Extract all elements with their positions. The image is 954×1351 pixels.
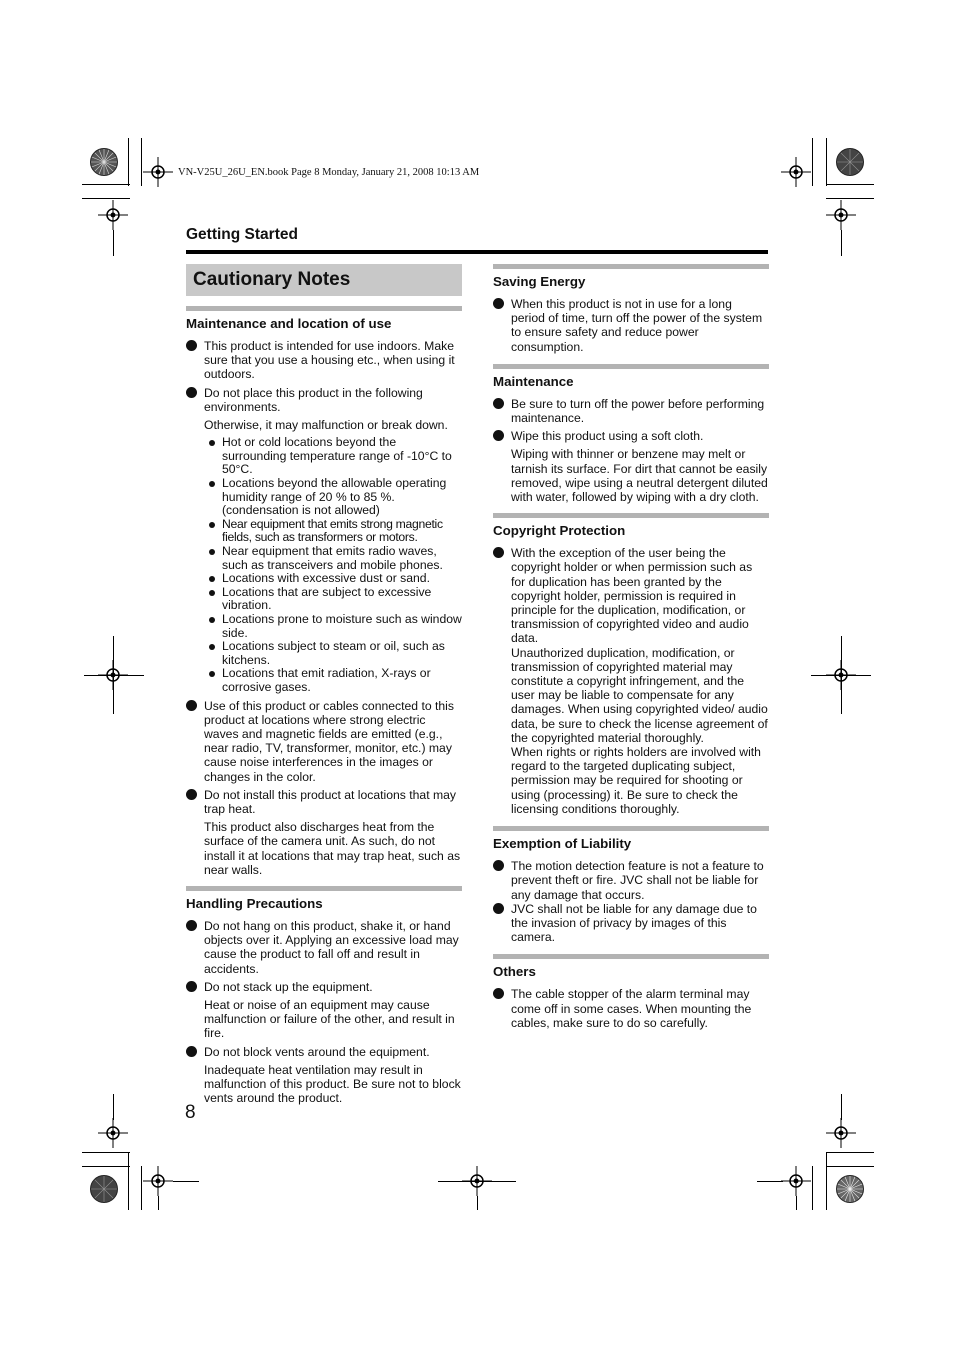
heading-copyright-protection: Copyright Protection [493, 523, 626, 539]
bullet-icon [186, 789, 197, 800]
list-item: Be sure to turn off the power before performing maintenance. [493, 397, 769, 425]
left-column [186, 264, 462, 1109]
registration-mark-icon [826, 200, 856, 230]
bullet-icon [493, 430, 504, 441]
registration-mark-icon [781, 1166, 811, 1196]
note-text: Inadequate heat ventilation may result in malfunction of this product. Be sure not to block vents around the product. [204, 1062, 461, 1106]
right-column [493, 264, 769, 1034]
heading-exemption-liability: Exemption of Liability [493, 836, 632, 852]
sub-list-item: Locations with excessive dust or sand. [186, 572, 462, 586]
list-item: The cable stopper of the alarm terminal may come off in some cases. When mounting the cables, make sure to do so carefully. [493, 987, 769, 1030]
bullet-icon [493, 860, 504, 871]
starburst-mark-icon [835, 1174, 865, 1204]
bullet-icon [493, 398, 504, 409]
heading-others: Others [493, 964, 536, 980]
section-divider [186, 306, 462, 311]
page-title: Cautionary Notes [186, 264, 462, 296]
page-number: 8 [185, 1102, 196, 1123]
heading-saving-energy: Saving Energy [493, 274, 586, 289]
list-item: Do not install this product at locations that may trap heat. [186, 788, 462, 816]
sub-list-item: Locations prone to moisture such as window side. [186, 613, 462, 640]
sub-bullet-icon [209, 617, 215, 623]
starburst-mark-icon [835, 147, 865, 177]
section-divider [493, 264, 769, 269]
list-item: When this product is not in use for a long period of time, turn off the power of the system to ensure safety and reduce power consumption. [493, 297, 769, 354]
bullet-icon [186, 387, 197, 398]
list-item: With the exception of the user being the copyright holder or when permission such as for duplication has been granted by the copyright holder, permission is required in principle for the duplication, modification, or transmission of copyrighted video and audio data. Unauthorized duplication, modification, or transmission of copyrighted material may constitute a copyright infringement, and the user may be liable to compensate for any damages. When using copyrighted video/ audio data, be sure to check the license agreement of the copyrighted material thoroughly. When rights or rights holders are involved with regard to the targeted duplicating subject, permission may be required for shooting or using (processing) it. Be sure to check the licensing conditions thoroughly. [493, 546, 769, 816]
section-divider [493, 826, 769, 831]
note-text: Otherwise, it may malfunction or break down. [204, 418, 448, 433]
registration-mark-icon [826, 1118, 856, 1148]
sub-list-item: Near equipment that emits strong magnetic fields, such as transformers or motors. [186, 518, 462, 545]
sub-bullet-icon [209, 549, 215, 555]
sub-bullet-icon [209, 522, 215, 528]
registration-mark-icon [143, 1166, 173, 1196]
heading-maintenance: Maintenance [493, 373, 574, 389]
bullet-icon [186, 981, 197, 992]
registration-mark-icon [781, 157, 811, 187]
list-item: Do not hang on this product, shake it, or hand objects over it. Applying an excessive load may cause the product to fall off and result in accidents. [186, 919, 462, 976]
sub-bullet-icon [209, 644, 215, 650]
bullet-icon [186, 340, 197, 351]
bullet-icon [186, 700, 197, 711]
sub-bullet-icon [209, 481, 215, 487]
section-divider [493, 954, 769, 959]
section-title: Getting Started [186, 226, 298, 243]
sub-bullet-icon [209, 590, 215, 596]
sub-list-item: Locations that are subject to excessive vibration. [186, 586, 462, 613]
note-text: This product also discharges heat from the surface of the camera unit. As such, do not install it at locations that may trap heat, such as near walls. [204, 820, 461, 877]
list-item: JVC shall not be liable for any damage due to the invasion of privacy by images of this camera. [493, 902, 769, 945]
bullet-icon [493, 298, 504, 309]
sub-list-item: Near equipment that emits radio waves, such as transceivers and mobile phones. [186, 545, 462, 572]
sub-list-item: Locations beyond the allowable operating humidity range of 20 % to 85 %. (condensation is not allowed) [186, 477, 462, 518]
bullet-icon [186, 920, 197, 931]
section-divider [493, 513, 769, 518]
list-item: Do not place this product in the following environments. [186, 386, 462, 414]
sub-list-item: Locations that emit radiation, X-rays or corrosive gases. [186, 667, 462, 694]
list-item: This product is intended for use indoors. Make sure that you use a housing etc., when using it outdoors. [186, 339, 462, 382]
starburst-mark-icon [89, 147, 119, 177]
list-item: Do not stack up the equipment. [186, 980, 462, 994]
section-divider [186, 886, 462, 891]
section-divider [493, 364, 769, 369]
heading-handling-precautions: Handling Precautions [186, 895, 323, 911]
bullet-icon [493, 988, 504, 999]
list-item: Wipe this product using a soft cloth. [493, 429, 769, 443]
sub-bullet-icon [209, 671, 215, 677]
registration-mark-icon [98, 200, 128, 230]
note-text: Wiping with thinner or benzene may melt or tarnish its surface. For dirt that cannot be easily removed, wipe using a neutral detergent diluted with water, followed by wiping with a dry cloth. [511, 447, 768, 505]
registration-mark-icon [98, 1118, 128, 1148]
book-info-slug: VN-V25U_26U_EN.book Page 8 Monday, January 21, 2008 10:13 AM [178, 167, 480, 178]
starburst-mark-icon [89, 1174, 119, 1204]
sub-list-item: Locations subject to steam or oil, such as kitchens. [186, 640, 462, 667]
sub-bullet-icon [209, 576, 215, 582]
list-item: Do not block vents around the equipment. [186, 1045, 462, 1059]
registration-mark-icon [143, 157, 173, 187]
header-rule [186, 250, 768, 254]
note-text: Heat or noise of an equipment may cause malfunction or failure of the other, and result in fire. [204, 997, 455, 1041]
heading-maintenance-location: Maintenance and location of use [186, 316, 392, 331]
list-item: Use of this product or cables connected to this product at locations where strong electric waves and magnetic fields are emitted (e.g., near radio, TV, transformer, monitor, etc.) may cause noise interferences in the images or changes in the color. [186, 699, 462, 784]
list-item: The motion detection feature is not a feature to prevent theft or fire. JVC shall not be liable for any damage that occurs. [493, 859, 769, 902]
bullet-icon [493, 547, 504, 558]
sub-list-item: Hot or cold locations beyond the surrounding temperature range of -10°C to 50°C. [186, 436, 462, 477]
bullet-icon [493, 903, 504, 914]
sub-bullet-icon [209, 440, 215, 446]
bullet-icon [186, 1046, 197, 1057]
